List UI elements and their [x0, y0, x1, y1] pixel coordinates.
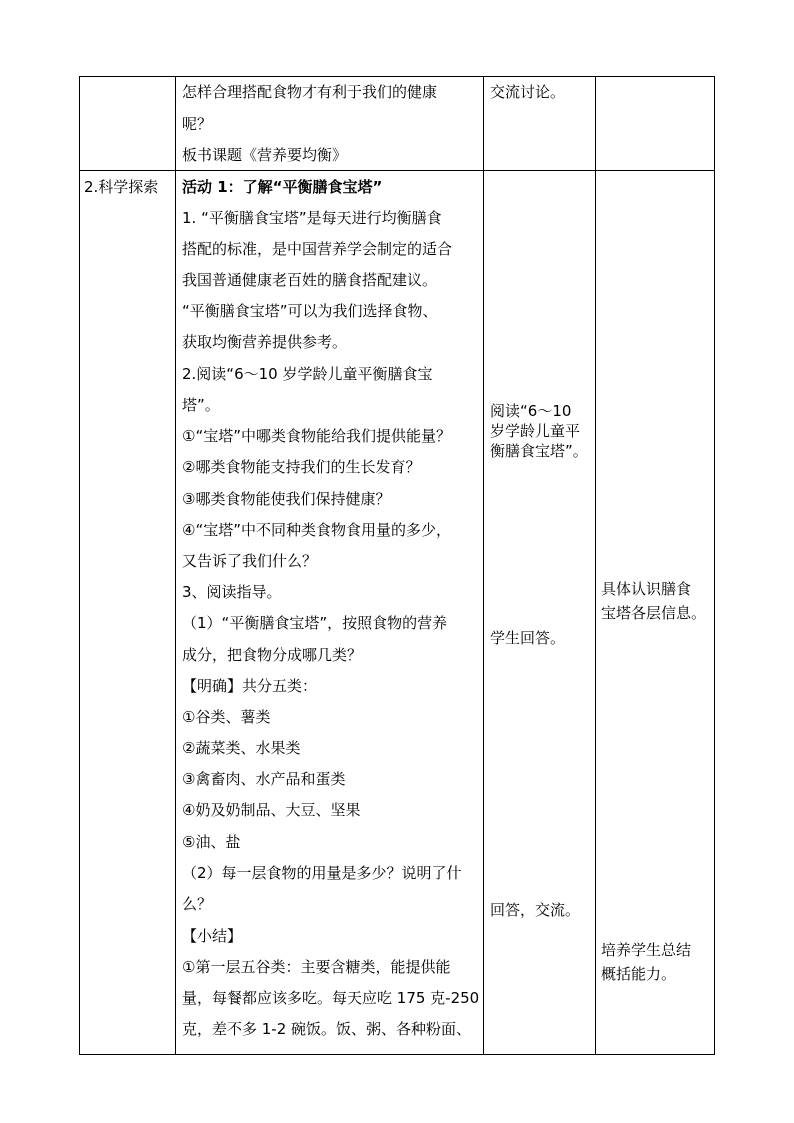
text-line: 1. “平衡膳食宝塔”是每天进行均衡膳食 [182, 209, 442, 227]
text-line: ①第一层五谷类：主要含糖类，能提供能 [182, 958, 451, 976]
text-line: ④奶及奶制品、大豆、坚果 [182, 801, 361, 819]
text-line: 学生回答。 [490, 629, 566, 647]
text-line: 交流讨论。 [490, 83, 566, 101]
text-line: 怎样合理搭配食物才有利于我们的健康 [182, 83, 438, 101]
text-line: 回答，交流。 [490, 901, 581, 919]
text-line: 成分，把食物分成哪几类？ [182, 646, 363, 664]
text-line: 又告诉了我们什么？ [182, 552, 318, 570]
text-line: （2）每一层食物的用量是多少？说明了什 [182, 864, 462, 882]
text-line: 【小结】 [182, 927, 243, 945]
table-left-border [79, 76, 80, 1055]
column-divider-3 [595, 76, 596, 1055]
text-line: （1）“平衡膳食宝塔”，按照食物的营养 [182, 614, 448, 632]
activity-heading: 活动 1：了解“平衡膳食宝塔” [182, 178, 383, 196]
text-line: 宝塔各层信息。 [601, 604, 707, 622]
text-line: ②哪类食物能支持我们的生长发育？ [182, 458, 421, 476]
text-line: 衡膳食宝塔”。 [490, 442, 588, 460]
text-line: 岁学龄儿童平 [490, 422, 581, 440]
text-line: ④“宝塔”中不同种类食物食用量的多少， [182, 521, 451, 539]
column-divider-1 [175, 76, 176, 1055]
text-line: 概括能力。 [601, 965, 677, 983]
text-line: 3、阅读指导。 [182, 583, 282, 601]
text-line: 2.阅读“6～10 岁学龄儿童平衡膳食宝 [182, 365, 433, 383]
text-line: 塔”。 [182, 396, 220, 414]
text-line: 具体认识膳食 [601, 580, 692, 598]
text-line: 阅读“6～10 [490, 402, 572, 420]
text-line: 培养学生总结 [601, 941, 692, 959]
column-divider-2 [483, 76, 484, 1055]
stage-label: 2.科学探索 [84, 178, 159, 196]
text-line: ⑤油、盐 [182, 833, 241, 851]
table-right-border [714, 76, 715, 1055]
text-line: 克，差不多 1-2 碗饭。饭、粥、各种粉面、 [182, 1020, 472, 1038]
text-line: ③哪类食物能使我们保持健康？ [182, 490, 391, 508]
text-line: ②蔬菜类、水果类 [182, 739, 301, 757]
text-line: 板书课题《营养要均衡》 [182, 146, 348, 164]
text-line: 么？ [182, 895, 213, 913]
text-line: ①“宝塔”中哪类食物能给我们提供能量？ [182, 427, 451, 445]
text-line: ③禽畜肉、水产品和蛋类 [182, 770, 346, 788]
text-line: 量，每餐都应该多吃。每天应吃 175 克-250 [182, 989, 480, 1007]
text-line: 获取均衡营养提供参考。 [182, 333, 348, 351]
text-line: 搭配的标准，是中国营养学会制定的适合 [182, 240, 453, 258]
text-line: 我国普通健康老百姓的膳食搭配建议。 [182, 271, 438, 289]
text-line: 呢？ [182, 115, 213, 133]
text-line: 【明确】共分五类： [182, 677, 318, 695]
text-line: ①谷类、薯类 [182, 708, 271, 726]
text-line: “平衡膳食宝塔”可以为我们选择食物、 [182, 302, 438, 320]
